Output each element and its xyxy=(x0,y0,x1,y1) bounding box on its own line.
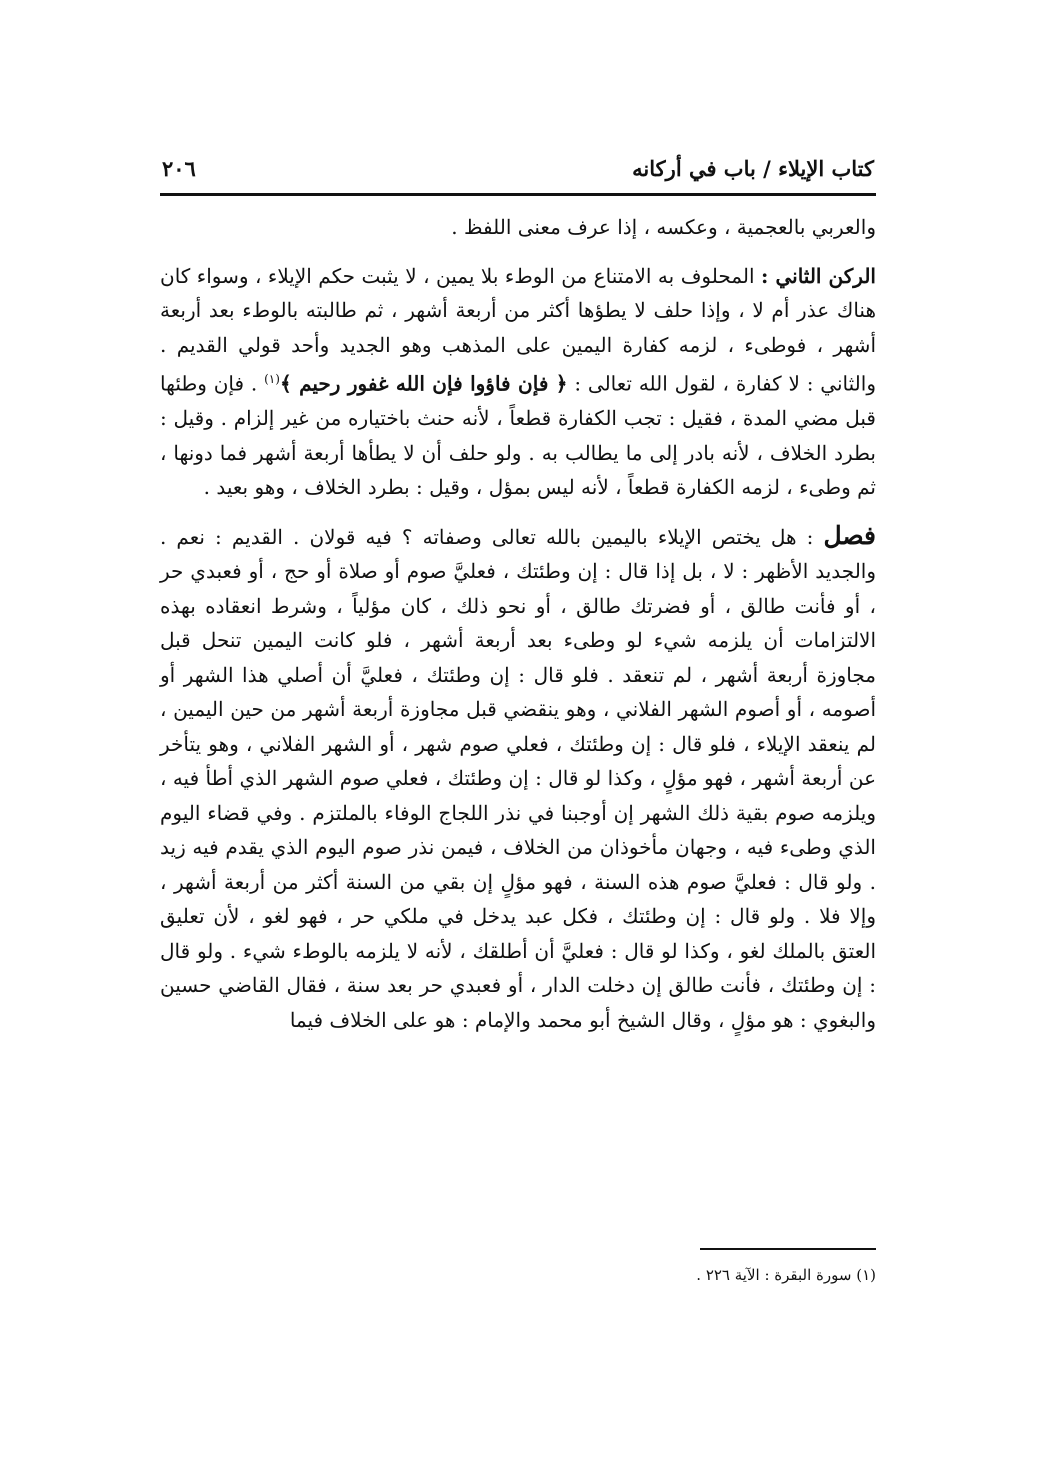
quran-verse: ﴿ فإن فاؤوا فإن الله غفور رحيم ﴾ xyxy=(279,371,568,396)
paragraph-2-text-a: المحلوف به الامتناع من الوطء بلا يمين ، لا يثبت حكم الإيلاء ، وسواء كان هناك عذر أم لا ، وإذا حلف لا يطؤها أكثر من أربعة أشهر ، ثم طالبته بالوطء بعد أربعة أشهر ، فوطىء ، لزمه كفارة اليمين على المذهب وهو الجديد وأحد قولي القديم . والثاني : لا كفارة ، لقول الله تعالى : xyxy=(160,263,876,396)
footnote-reference: (١) xyxy=(264,372,280,386)
paragraph-3 xyxy=(160,519,876,1038)
paragraph-2 xyxy=(160,259,876,505)
paragraph-3-text: : هل يختص الإيلاء باليمين بالله تعالى وصفاته ؟ فيه قولان . القديم : نعم . والجديد الأظهر : لا ، بل إذا قال : إن وطئتك ، فعليَّ صوم أو صلاة أو حج ، أو فعبدي حر ، أو فأنت طالق ، أو فضرتك طالق ، أو نحو ذلك ، كان مؤلياً ، وشرط انعقاده بهذه الالتزامات أن يلزمه شيء لو وطىء بعد أربعة أشهر ، فلو كانت اليمين تنحل قبل مجاوزة أربعة أشهر ، لم تنعقد . فلو قال : إن وطئتك ، فعليَّ أن أصلي هذا الشهر أو أصومه ، أو أصوم الشهر الفلاني ، وهو ينقضي قبل مجاوزة أربعة أشهر من حين اليمين ، لم ينعقد الإيلاء ، فلو قال : إن وطئتك ، فعلي صوم شهر ، أو الشهر الفلاني ، وهو يتأخر عن أربعة أشهر ، فهو مؤلٍ ، وكذا لو قال : إن وطئتك ، فعلي صوم الشهر الذي أطأ فيه ، ويلزمه صوم بقية ذلك الشهر إن أوجبنا في نذر اللجاج الوفاء بالملتزم . وفي قضاء اليوم الذي وطىء فيه ، وجهان مأخوذان من الخلاف ، فيمن نذر صوم اليوم الذي يقدم فيه زيد . ولو قال : فعليَّ صوم هذه السنة ، فهو مؤلٍ إن بقي من السنة أكثر من أربعة أشهر ، وإلا فلا . ولو قال : إن وطئتك ، فكل عبد يدخل في ملكي حر ، فهو لغو ، لأن تعليق العتق بالملك لغو ، وكذا لو قال : فعليَّ أن أطلقك ، لأنه لا يلزمه بالوطء شيء . ولو قال : إن وطئتك ، فأنت طالق إن دخلت الدار ، أو فعبدي حر بعد سنة ، فقال القاضي حسين والبغوي : هو مؤلٍ ، وقال الشيخ أبو محمد والإمام : هو على الخلاف فيما xyxy=(160,524,876,1032)
footnote-rule xyxy=(700,1248,876,1250)
section-heading: فصل xyxy=(823,520,877,550)
running-title: كتاب الإيلاء / باب في أركانه xyxy=(632,156,874,181)
main-text xyxy=(160,210,876,1037)
paragraph-2-text-b: . فإن وطئها قبل مضي المدة ، فقيل : تجب الكفارة قطعاً ، لأنه حنث باختياره من غير إلزام . وقيل : بطرد الخلاف ، لأنه بادر إلى ما يطالب به . ولو حلف أن لا يطأها أربعة أشهر فما دونها ، ثم وطىء ، لزمه الكفارة قطعاً ، لأنه ليس بمؤل ، وقيل : بطرد الخلاف ، وهو بعيد . xyxy=(160,371,876,500)
paragraph-2-lead: الركن الثاني : xyxy=(760,263,876,288)
page-number: ٢٠٦ xyxy=(162,156,196,181)
header-rule xyxy=(160,193,876,196)
footnote: (١) سورة البقرة : الآية ٢٢٦ . xyxy=(696,1266,876,1284)
paragraph-1: والعربي بالعجمية ، وعكسه ، إذا عرف معنى اللفظ . xyxy=(451,215,876,239)
running-header xyxy=(162,150,874,190)
